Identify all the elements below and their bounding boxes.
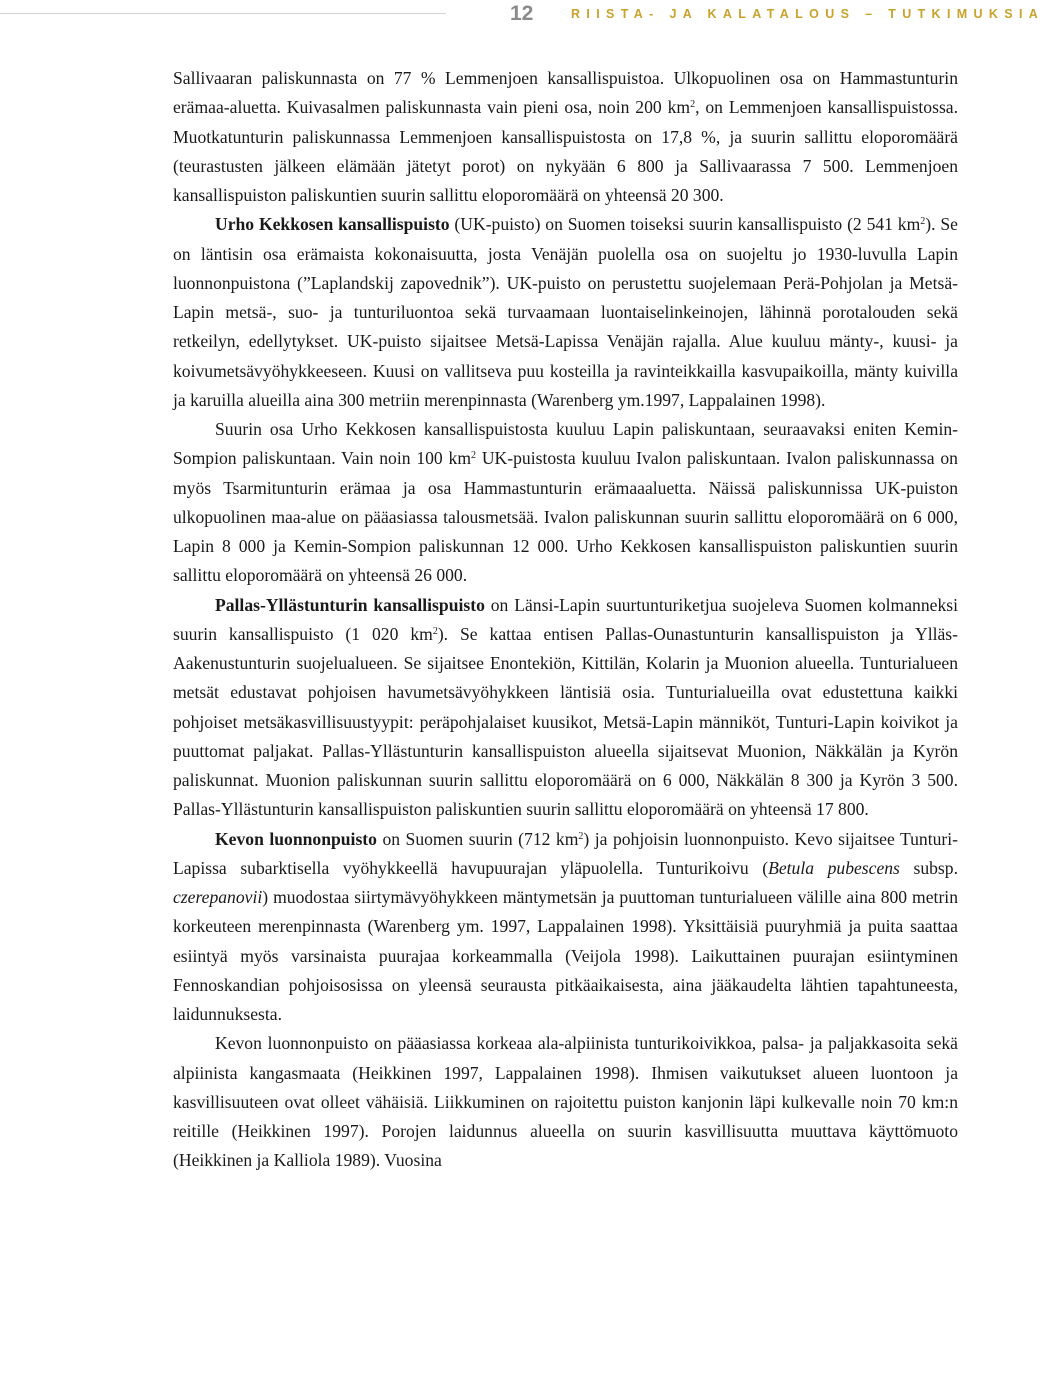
page-number: 12 xyxy=(510,2,534,25)
paragraph xyxy=(173,64,958,210)
text-run: on Suomen suurin (712 km xyxy=(376,828,579,849)
superscript: 2 xyxy=(920,216,926,228)
text-run: subsp. xyxy=(899,857,958,878)
text-run: (UK-puisto) on Suomen toiseksi suurin kansallispuisto (2 541 km xyxy=(449,214,921,235)
text-run: Sallivaaran paliskunnasta on 77 % Lemmenjoen kansallispuistoa. Ulkopuolinen osa on Hammastunturin erämaa-aluetta. Kuivasalmen paliskunnasta vain pieni osa, noin 200 km xyxy=(173,68,958,118)
superscript: 2 xyxy=(471,450,477,462)
text-run: ) ja pohjoisin luonnonpuisto. Kevo sijaitsee Tunturi-Lapissa subarktisella vyöhykkeellä havupuurajan yläpuolella. Tunturikoivu ( xyxy=(173,828,958,878)
bold-term: Pallas-Yllästunturin kansallispuisto xyxy=(215,594,485,615)
paragraph xyxy=(173,1029,958,1175)
superscript: 2 xyxy=(690,99,696,111)
bold-term: Urho Kekkosen kansallispuisto xyxy=(215,214,450,235)
text-run: ) muodostaa siirtymävyöhykkeen mäntymetsän ja puuttoman tunturialueen välille aina 800 metrin korkeuteen merenpinnasta (Warenberg ym. 1997, Lappalainen 1998). Yksittäisiä puuryhmiä ja puita saattaa esiintyä myös varsinaista puurajaa korkeammalla (Veijola 1998). Laikuttainen puurajan esiintyminen Fennoskandian pohjoisosissa on yleensä seurausta pitkäaikaisesta, aina jääkaudelta lähtien tapahtuneesta, laidunnuksesta. xyxy=(173,887,958,1024)
paragraph xyxy=(173,591,958,825)
body-text xyxy=(173,64,958,1176)
text-run: UK-puistosta kuuluu Ivalon paliskuntaan. Ivalon paliskunnassa on myös Tsarmitunturin erämaa ja osa Hammastunturin erämaaaluetta. Näissä paliskunnissa UK-puiston ulkopuolinen maa-alue on pääasiassa talousmetsää. Ivalon paliskunnan suurin sallittu eloporomäärä on 6 000, Lapin 8 000 ja Kemin-Sompion paliskunnan 12 000. Urho Kekkosen kansallispuiston paliskuntien suurin sallittu eloporomäärä on yhteensä 26 000. xyxy=(173,448,958,586)
text-run: Suurin osa Urho Kekkosen kansallispuistosta kuuluu Lapin paliskuntaan, seuraavaksi eniten Kemin-Sompion paliskuntaan. Vain noin 100 km xyxy=(173,419,958,469)
paragraph xyxy=(173,210,958,415)
text-run: ). Se on läntisin osa erämaista kokonaisuutta, josta Venäjän puolella osa on suojeltu jo 1930-luvulla Lapin luonnonpuistona (”Laplandskij zapovednik”). UK-puisto on perustettu suojelemaan Perä-Pohjolan ja Metsä-Lapin metsä-, suo- ja tunturiluontoa sekä turvaamaan luontaiselinkeinojen, lähinnä porotalouden sekä retkeilyn, edellytykset. UK-puisto sijaitsee Metsä-Lapissa Venäjän rajalla. Alue kuuluu mänty-, kuusi- ja koivumetsävyöhykkeeseen. Kuusi on vallitseva puu kosteilla ja ravinteikkailla kasvupaikoilla, mänty kuivilla ja karuilla alueilla aina 300 metriin merenpinnasta (Warenberg ym.1997, Lappalainen 1998). xyxy=(173,214,958,410)
paragraph xyxy=(173,415,958,591)
text-run: Kevon luonnonpuisto on pääasiassa korkeaa ala-alpiinista tunturikoivikkoa, palsa- ja paljakkasoita sekä alpiinista kangasmaata (Heikkinen 1997, Lappalainen 1998). Ihmisen vaikutukset alueen luontoon ja kasvillisuuteen ovat olleet vähäisiä. Liikkuminen on rajoitettu puiston kanjonin läpi kulkevalle noin 70 km:n reitille (Heikkinen 1997). Porojen laidunnus alueella on suurin kasvillisuutta muuttava käyttömuoto (Heikkinen ja Kalliola 1989). Vuosina xyxy=(173,1033,958,1171)
bold-term: Kevon luonnonpuisto xyxy=(215,828,377,849)
italic-term: czerepanovii xyxy=(173,887,263,907)
running-head-title: RIISTA- JA KALATALOUS – TUTKIMUKSIA xyxy=(571,7,1044,21)
text-run: ). Se kattaa entisen Pallas-Ounastunturin kansallispuiston ja Ylläs-Aakenustunturin suojelualueen. Se sijaitsee Enontekiön, Kittilän, Kolarin ja Muonion alueella. Tunturialueen metsät edustavat pohjoisen havumetsävyöhykkeen läntisiä osia. Tunturialueilla ovat edustettuna kaikki pohjoiset metsäkasvillisuustyypit: peräpohjalaiset kuusikot, Metsä-Lapin männiköt, Tunturi-Lapin koivikot ja puuttomat paljakat. Pallas-Yllästunturin kansallispuiston alueella sijaitsevat Muonion, Näkkälän ja Kyrön paliskunnat. Muonion paliskunnan suurin sallittu eloporomäärä on 6 000, Näkkälän 8 300 ja Kyrön 3 500. Pallas-Yllästunturin kansallispuiston paliskuntien suurin sallittu eloporomäärä on yhteensä 17 800. xyxy=(173,623,958,820)
header-rule xyxy=(0,13,446,14)
text-run: , on Lemmenjoen kansallispuistossa. Muotkatunturin paliskunnassa Lemmenjoen kansallispuistosta on 17,8 %, ja suurin sallittu eloporomäärä (teurastusten jälkeen elämään jätetyt porot) on nykyään 6 800 ja Sallivaarassa 7 500. Lemmenjoen kansallispuiston paliskuntien suurin sallittu eloporomäärä on yhteensä 20 300. xyxy=(173,97,959,205)
superscript: 2 xyxy=(432,625,438,637)
superscript: 2 xyxy=(578,830,584,842)
text-run: on Länsi-Lapin suurtunturiketjua suojeleva Suomen kolmanneksi suurin kansallispuisto (1 020 km xyxy=(173,594,958,644)
paragraph xyxy=(173,825,958,1030)
italic-term: Betula pubescens xyxy=(768,857,900,878)
